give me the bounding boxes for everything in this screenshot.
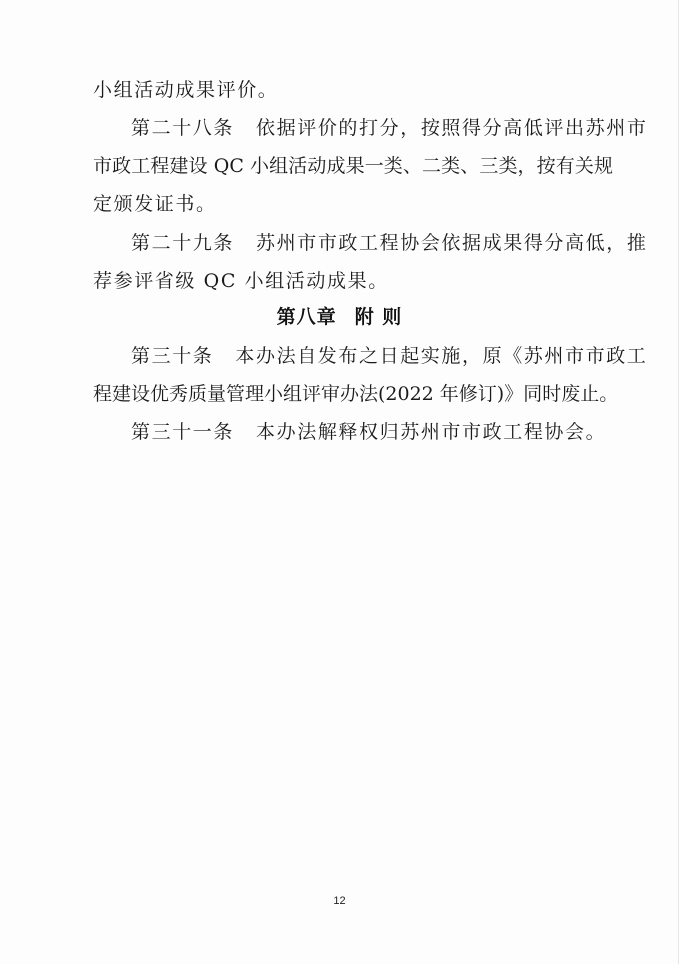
text-line-1 [93, 73, 613, 107]
article-29-line-2 [93, 264, 613, 298]
article-28-line-3 [93, 187, 613, 221]
line-text: 程建设优秀质量管理小组评审办法(2022 年修订)》同时废止。 [93, 383, 619, 405]
line-text: 定颁发证书。 [93, 193, 217, 215]
article-30-line-2 [93, 377, 619, 411]
article-31-heading: 第三十一条 [131, 421, 235, 443]
chapter-number: 第八章 [276, 306, 337, 328]
line-text: 苏州市市政工程协会依据成果得分高低，推 [256, 232, 648, 254]
line-text: 本办法解释权归苏州市市政工程协会。 [256, 421, 607, 443]
article-29-line-1 [131, 226, 651, 260]
chapter-heading [0, 300, 679, 334]
line-text: 荐参评省级 QC 小组活动成果。 [93, 270, 389, 292]
chapter-title: 附 则 [354, 306, 403, 328]
article-31-line-1 [131, 415, 651, 449]
line-text: 依据评价的打分，按照得分高低评出苏州市 [256, 117, 648, 139]
article-29-heading: 第二十九条 [131, 232, 235, 254]
line-text: 小组活动成果评价。 [93, 79, 279, 101]
article-30-line-1 [131, 339, 651, 373]
article-28-line-1 [131, 111, 651, 145]
line-text: 本办法自发布之日起实施，原《苏州市市政工 [235, 345, 648, 367]
line-text: 市政工程建设 QC 小组活动成果一类、二类、三类，按有关规 [93, 155, 613, 177]
page-number: 12 [333, 895, 346, 907]
article-30-heading: 第三十条 [131, 345, 214, 367]
article-28-heading: 第二十八条 [131, 117, 235, 139]
article-28-line-2 [93, 149, 613, 183]
